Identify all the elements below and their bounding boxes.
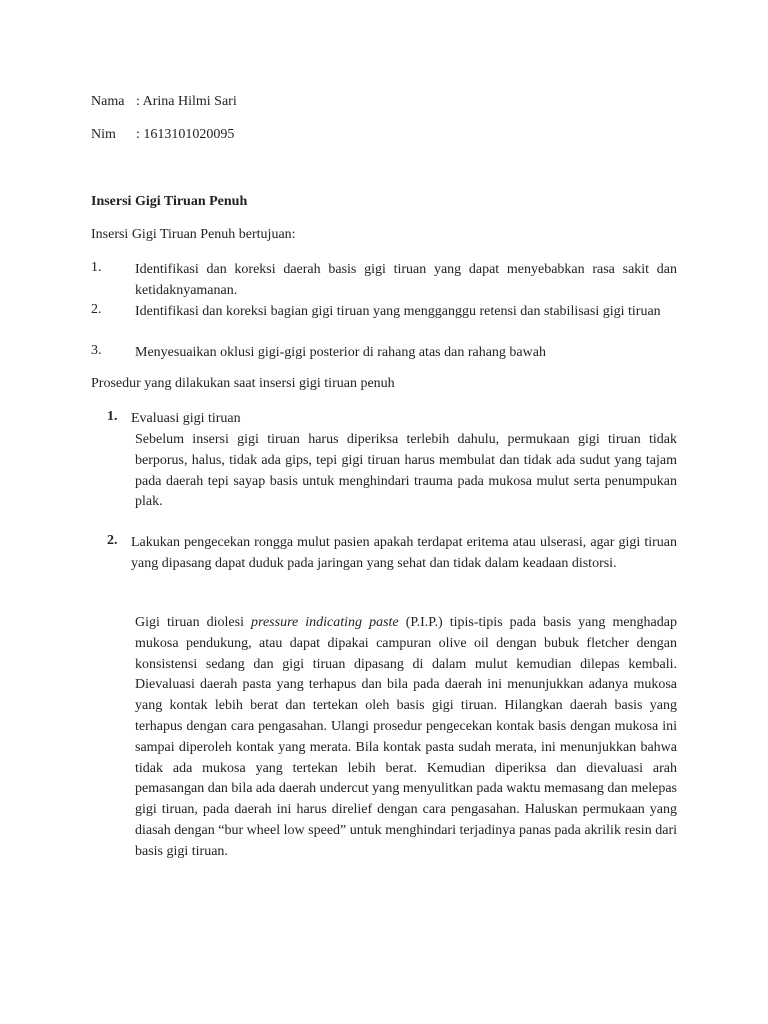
goal-1-text: Identifikasi dan koreksi daerah basis gigi tiruan yang dapat menyebabkan rasa sakit dan ketidaknyamanan. bbox=[135, 262, 677, 298]
step-1-heading: Evaluasi gigi tiruan bbox=[131, 411, 241, 426]
nim-value: : 1613101020095 bbox=[136, 127, 235, 142]
name-row bbox=[91, 94, 237, 110]
goal-1-number: 1. bbox=[91, 260, 102, 275]
nim-row bbox=[91, 127, 234, 143]
goal-3-text: Menyesuaikan oklusi gigi-gigi posterior di rahang atas dan rahang bawah bbox=[135, 345, 546, 360]
name-value: : Arina Hilmi Sari bbox=[136, 94, 237, 109]
nim-label: Nim bbox=[91, 127, 116, 142]
intro-text: Insersi Gigi Tiruan Penuh bertujuan: bbox=[91, 227, 296, 242]
detail-text-rest: (P.I.P.) tipis-tipis pada basis yang menghadap mukosa pendukung, atau dapat dipakai campuran olive oil dengan bubuk fletcher dengan konsistensi sedang dan gigi tiruan dipasang di dalam mulut kemudian dilepas kembali. Dievaluasi daerah pasta yang terhapus dan bila pada daerah ini menunjukkan adanya mukosa yang kontak lebih berat dan tertekan oleh basis gigi tiruan. Hilangkan daerah basis yang terhapus dengan cara pengasahan. Ulangi prosedur pengecekan kontak basis dengan mukosa ini sampai diperoleh kontak yang merata. Bila kontak pasta sudah merata, ini menunjukkan bahwa tidak ada mukosa yang tertekan lebih berat. Kemudian diperiksa dan dievaluasi arah pemasangan dan bila ada daerah undercut yang menyulitkan pada waktu memasang dan melepas gigi tiruan, pada daerah ini harus direlief dengan cara pengasahan. Haluskan permukaan yang diasah dengan “bur wheel low speed” untuk menghindari terjadinya panas pada akrilik resin dari basis gigi tiruan. bbox=[135, 615, 677, 859]
name-label: Nama bbox=[91, 94, 125, 109]
document-title: Insersi Gigi Tiruan Penuh bbox=[91, 194, 248, 209]
detail-italic-term: pressure indicating paste bbox=[251, 615, 399, 630]
detail-text-start: Gigi tiruan diolesi bbox=[135, 615, 252, 630]
goal-2-text: Identifikasi dan koreksi bagian gigi tiruan yang mengganggu retensi dan stabilisasi gigi tiruan bbox=[135, 304, 661, 319]
step-2-body: Lakukan pengecekan rongga mulut pasien apakah terdapat eritema atau ulserasi, agar gigi tiruan yang dipasang dapat duduk pada jaringan yang sehat dan tidak dalam keadaan distorsi. bbox=[131, 535, 677, 571]
step-2-detail bbox=[135, 613, 677, 863]
goal-3-number: 3. bbox=[91, 343, 102, 358]
step-2-number: 2. bbox=[107, 533, 118, 548]
step-1-body: Sebelum insersi gigi tiruan harus diperiksa terlebih dahulu, permukaan gigi tiruan tidak berporus, halus, tidak ada gips, tepi gigi tiruan harus membulat dan tidak ada sudut yang tajam pada daerah tepi sayap basis untuk menghindari trauma pada mukosa mulut serta penumpukan plak. bbox=[135, 432, 677, 510]
goal-2-number: 2. bbox=[91, 302, 102, 317]
procedure-intro: Prosedur yang dilakukan saat insersi gigi tiruan penuh bbox=[91, 376, 395, 391]
step-1-number: 1. bbox=[107, 409, 118, 424]
